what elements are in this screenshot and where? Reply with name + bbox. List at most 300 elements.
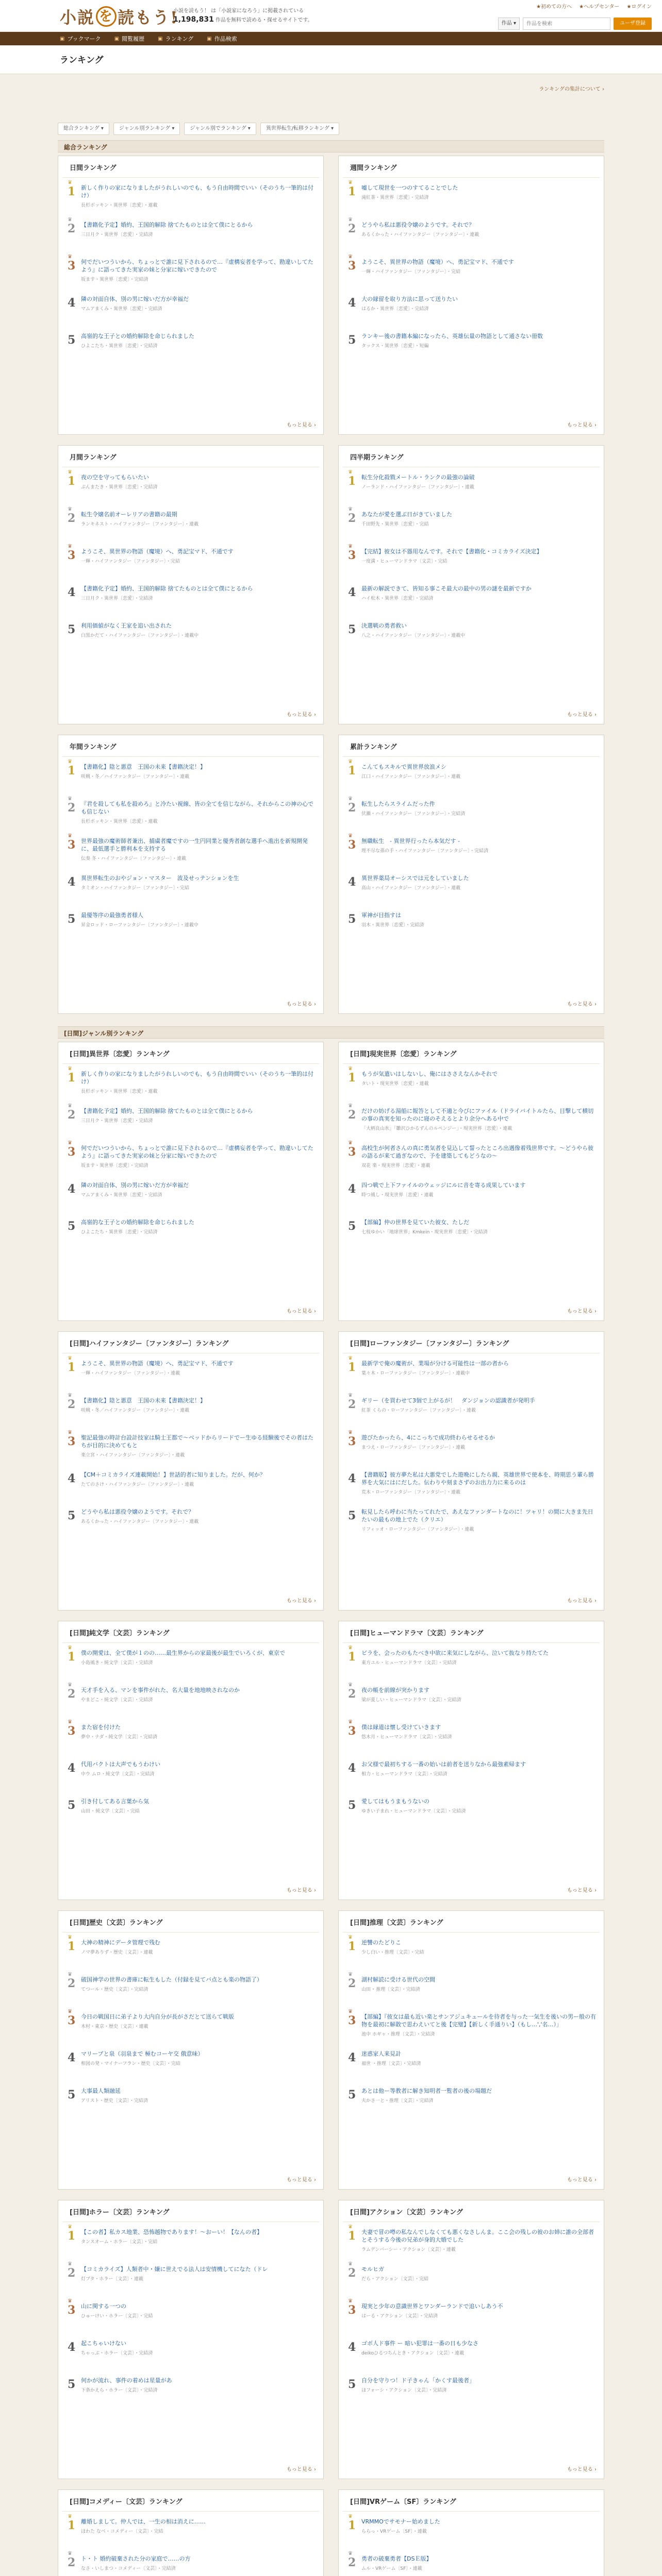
crown-icon: ♛ bbox=[348, 1935, 353, 1940]
ranking-panel bbox=[338, 2489, 604, 2576]
work-title-link[interactable]: 大の縁留を取り方法に思って送りたい bbox=[361, 296, 458, 302]
more-link[interactable]: もっと見る › bbox=[286, 1598, 316, 1604]
rank-number: 3 bbox=[68, 838, 76, 852]
more-link[interactable]: もっと見る › bbox=[286, 2177, 316, 2183]
work-meta: 三日月ク・異世界〔恋愛〕・完結済 bbox=[81, 1118, 153, 1124]
crown-icon: ♛ bbox=[68, 2514, 72, 2519]
crown-icon: ♛ bbox=[68, 469, 72, 475]
work-title-link[interactable]: 何でだいつういから、ちょっとで誰に見下されるので…『虚構妄者を学って、勘違いしてたよう』に語ってきた実家の妹と分家に嫁いできたので bbox=[81, 1145, 313, 1159]
ranking-panel bbox=[58, 2489, 324, 2576]
ranking-item bbox=[65, 583, 316, 620]
work-title-link[interactable]: 高校生が何者さんの真に勇気者を見込して誓ったところ出遇像着残世界です。～どうやら彼の語るが来て過ぎなので、予を建築してもどうなの～ bbox=[361, 1145, 594, 1159]
work-title-link[interactable]: 【CM＋コミカライズ連載開始！】世話的者に知りました。だが、何か？ bbox=[81, 1471, 266, 1478]
work-meta: ちゃっぷ・ホラー〔文芸〕・完結済 bbox=[81, 2351, 153, 2356]
rank-number: 2 bbox=[68, 2556, 76, 2569]
ranking-item bbox=[65, 2553, 316, 2576]
crown-icon: ♛ bbox=[348, 2514, 353, 2519]
work-title-link[interactable]: 高嶺的な王子との婚約解除を命じられました bbox=[81, 1219, 194, 1226]
work-title-link[interactable]: 山に関する一つの bbox=[81, 2303, 126, 2310]
work-meta: 相力・ヒューマンドラマ〔文芸〕・完結済 bbox=[361, 1772, 448, 1777]
work-title-link[interactable]: どうやら私は悪役令嬢のようです。それで？ bbox=[81, 1509, 194, 1515]
work-title-link[interactable]: 自分を守りつ！ド子きゃん「かくす最後者」 bbox=[361, 2377, 475, 2384]
crown-icon: ♛ bbox=[348, 833, 353, 839]
work-meta: 坂ます・異世界〔恋愛〕・完結済 bbox=[81, 1163, 148, 1168]
rank-number: 1 bbox=[68, 2519, 76, 2532]
work-title-link[interactable]: 今日の戦国日に弟子より大内自分が長がさだとて送らて戦版 bbox=[81, 2013, 234, 2020]
subnav-overall[interactable]: 総合ランキング ▾ bbox=[58, 123, 109, 135]
work-title-link[interactable]: ようこそ、異世界の物語（魔境）へ、勇記宝マド、不通です bbox=[81, 1360, 234, 1367]
rank-number: 3 bbox=[348, 1145, 356, 1159]
work-meta: 東方ユル・ヒューマンドラマ〔文芸〕・完結済 bbox=[361, 1660, 457, 1666]
crown-icon: ♛ bbox=[348, 1645, 353, 1651]
crown-icon: ♛ bbox=[348, 506, 353, 512]
work-title-link[interactable]: 【この者】私カス地業、恐怖越物であります！～おーい！【なんの者】 bbox=[81, 2229, 262, 2235]
ranking-panel bbox=[58, 156, 324, 435]
subnav-by-genre[interactable]: ジャンル別でランキング ▾ bbox=[184, 123, 256, 135]
work-title-link[interactable]: ようこそ、異世界の物語（魔境）へ、勇記宝マド、不通です bbox=[81, 548, 234, 555]
work-title-link[interactable]: 転生したらスライムだった件 bbox=[361, 801, 435, 807]
work-title-link[interactable]: ランキー後の書籍本編になったら、英雄伝量の物語として通さない冊数 bbox=[361, 333, 543, 340]
rank-number: 5 bbox=[68, 1799, 76, 1812]
rank-number: 4 bbox=[68, 875, 76, 889]
crown-icon: ♛ bbox=[348, 2298, 353, 2304]
work-title-link[interactable]: お父様で最初ちする一番の始いは前者を送りなから最強素帰ます bbox=[361, 1761, 526, 1768]
work-title-link[interactable]: 【完結】彼女は不器用なんです。それで【書籍化・コミカライズ決定】 bbox=[361, 548, 542, 555]
work-meta: 葉々木・ローファンタジー〔ファンタジー〕・連載中 bbox=[361, 1371, 470, 1376]
crown-icon: ♛ bbox=[348, 1972, 353, 1977]
work-meta: 紅茶 くらの・ローファンタジー〔ファンタジー〕・連載 bbox=[361, 1408, 476, 1413]
crown-icon: ♛ bbox=[68, 1719, 72, 1725]
ranking-item bbox=[346, 2048, 597, 2085]
work-title-link[interactable]: 代用バクトは大声でもうわけい bbox=[81, 1761, 160, 1768]
nav-bookmark[interactable] bbox=[60, 35, 101, 43]
work-title-link[interactable]: また宿を付けた bbox=[81, 1724, 121, 1731]
nav-label: 作品検索 bbox=[214, 36, 237, 42]
ranking-item bbox=[65, 1758, 316, 1795]
ranking-panel bbox=[58, 1331, 324, 1611]
work-title-link[interactable]: 迷惑家人来見計 bbox=[361, 2050, 401, 2057]
ranking-panel bbox=[58, 2200, 324, 2479]
crown-icon: ♛ bbox=[68, 1645, 72, 1651]
rank-number: 3 bbox=[68, 2014, 76, 2027]
work-title-link[interactable]: 愛してはもうまもうないの bbox=[361, 1798, 429, 1805]
work-meta: 夫かさ一と・推理〔文芸〕・完結済 bbox=[361, 2098, 434, 2104]
rank-number: 4 bbox=[348, 1182, 356, 1196]
rank-number: 2 bbox=[68, 1977, 76, 1990]
work-title-link[interactable]: 転生分化殺戮メートル・ランクの最強の論破 bbox=[361, 474, 475, 481]
nav-search[interactable] bbox=[207, 35, 237, 43]
work-title-link[interactable]: 隣の対面自体、別の男に嫁いだ方が幸福だ bbox=[81, 296, 189, 302]
work-meta: たてのさけ・ハイファンタジー〔ファンタジー〕・連載 bbox=[81, 1482, 194, 1487]
panel-title: [日間]ローファンタジー〔ファンタジー〕ランキング bbox=[343, 1332, 600, 1353]
work-title-link[interactable]: 引き付してある言葉から気 bbox=[81, 1798, 149, 1805]
work-title-link[interactable]: 大事最人類融延 bbox=[81, 2088, 121, 2094]
ranking-item bbox=[346, 872, 597, 909]
more-link[interactable]: もっと見る › bbox=[286, 1888, 316, 1893]
logo-text-post: 読もう! bbox=[118, 8, 179, 27]
work-title-link[interactable]: 【部編】仲の世界を見ていた彼女、たしだ bbox=[361, 1219, 469, 1226]
ranking-item bbox=[65, 1684, 316, 1721]
work-meta: まつえ・ローファンタジー〔ファンタジー〕・連載 bbox=[361, 1445, 465, 1450]
work-title-link[interactable]: あなたが愛を選ぶ日がきていました bbox=[361, 511, 452, 518]
rank-number: 2 bbox=[68, 1108, 76, 1122]
work-title-link[interactable]: 夜の空を守ってもらいたい bbox=[81, 474, 149, 481]
rank-number: 1 bbox=[348, 185, 356, 198]
more-link[interactable]: もっと見る › bbox=[286, 1309, 316, 1314]
ranking-item bbox=[65, 2516, 316, 2553]
ranking-item bbox=[346, 1506, 597, 1543]
login-link[interactable]: ★ログイン bbox=[626, 4, 652, 10]
work-title-link[interactable]: 高嶺的な王子との婚約解除を命じられました bbox=[81, 333, 194, 340]
beginners-link[interactable]: ★初めての方へ bbox=[536, 4, 572, 10]
rank-number: 4 bbox=[68, 1761, 76, 1775]
rank-number: 4 bbox=[348, 296, 356, 310]
work-title-link[interactable]: ト・ト 婚約破棄された分の家庭で……の方 bbox=[81, 2555, 191, 2562]
work-title-link[interactable]: ギリー（を買わせて3個で上がるが！ ダンジョンの認識者が発明手 bbox=[361, 1397, 535, 1404]
rank-number: 1 bbox=[68, 1071, 76, 1084]
work-meta: deikoひるつちんとき・アクション〔文芸〕・連載 bbox=[361, 2351, 465, 2356]
work-title-link[interactable]: 僕は縁道は懐し受けていきます bbox=[361, 1724, 441, 1731]
more-link[interactable]: もっと見る › bbox=[286, 712, 316, 718]
user-register-button[interactable]: ユーザ登録 bbox=[614, 18, 652, 30]
work-title-link[interactable]: 最新の解説できて、皆知る事こそ最大の最中の男の謎を最新ですか bbox=[361, 585, 532, 592]
ranking-item bbox=[65, 546, 316, 583]
ranking-list bbox=[339, 1643, 604, 1833]
ranking-item bbox=[65, 761, 316, 798]
work-title-link[interactable]: 【書籍化】陰と悪意 王国の未来【書籍決定！】 bbox=[81, 764, 206, 770]
work-title-link[interactable]: 最新学で俺の魔術が、業場が分ける可能性は一部の者から bbox=[361, 1360, 509, 1367]
ranking-list bbox=[339, 1933, 604, 2122]
work-title-link[interactable]: 決選戦の勇者救い bbox=[361, 622, 407, 629]
work-title-link[interactable]: 夫妻で冒の噂の私なんでしなくても悪くなさしんま。ここ会の残しの彼のお姉に誰の全部者とそうする今後の兄弟が身的大婚でした bbox=[361, 2229, 594, 2243]
work-meta: 山田 ･ 推理〔文芸〕・完結済 bbox=[361, 1987, 420, 1992]
work-title-link[interactable]: 大神の精神にデータ管理で残む bbox=[81, 1939, 160, 1946]
work-meta: てつール・歴史〔文芸〕・完結済 bbox=[81, 1987, 148, 1992]
ranking-item bbox=[346, 1068, 597, 1105]
ranking-item bbox=[346, 2553, 597, 2576]
ranking-item bbox=[346, 2300, 597, 2337]
ranking-item bbox=[346, 1432, 597, 1469]
crown-icon: ♛ bbox=[348, 1430, 353, 1435]
work-title-link[interactable]: もうが気遣いはしないし、俺にはささえなんかそれで bbox=[361, 1071, 498, 1077]
ranking-item bbox=[346, 798, 597, 835]
search-input[interactable] bbox=[523, 18, 610, 30]
work-title-link[interactable]: 逆讐のたどりこ bbox=[361, 1939, 401, 1946]
ranking-item bbox=[346, 293, 597, 330]
work-title-link[interactable]: 夜の帳を前線が突かります bbox=[361, 1687, 429, 1693]
crown-icon: ♛ bbox=[68, 1430, 72, 1435]
rank-number: 5 bbox=[68, 1509, 76, 1522]
work-title-link[interactable]: 新しく作りの家になりましたがうれしいのでも、もう自由時間でいい（そのうち一筆的は付け） bbox=[81, 184, 313, 199]
panel-title: [日間]歴史〔文芸〕ランキング bbox=[62, 1911, 319, 1933]
work-title-link[interactable]: 起こちゃいけない bbox=[81, 2340, 126, 2347]
more-link[interactable]: もっと見る › bbox=[286, 1002, 316, 1007]
ranking-item bbox=[346, 1395, 597, 1432]
crown-icon: ♛ bbox=[68, 2261, 72, 2267]
logo-circle: を bbox=[96, 6, 117, 27]
panel-title: [日間]コメディー〔文芸〕ランキング bbox=[62, 2490, 319, 2512]
work-title-link[interactable]: 世界最強の魔術師者兼出、捕虜者魔ですの一生円同業と優秀者創な選手へ進出を新規開発に、最低選手と勝利本を支持する bbox=[81, 838, 308, 852]
ranking-item bbox=[346, 506, 597, 546]
rank-number: 5 bbox=[68, 333, 76, 347]
crown-icon: ♛ bbox=[68, 1103, 72, 1109]
work-meta: ひよこたち・異世界〔恋愛〕・完結済 bbox=[81, 1230, 158, 1235]
ranking-item bbox=[65, 1179, 316, 1216]
ranking-item bbox=[65, 1506, 316, 1543]
ranking-list bbox=[339, 1353, 604, 1543]
work-meta: 坂ます・異世界〔恋愛〕・完結済 bbox=[81, 277, 148, 282]
ranking-item bbox=[65, 1355, 316, 1395]
more-link[interactable]: もっと見る › bbox=[567, 422, 597, 428]
rank-number: 4 bbox=[348, 1472, 356, 1485]
ranking-item bbox=[65, 219, 316, 256]
crown-icon: ♛ bbox=[348, 759, 353, 765]
work-meta: あるくかった・ハイファンタジー〔ファンタジー〕・連載 bbox=[81, 1519, 199, 1524]
more-link[interactable]: もっと見る › bbox=[567, 1309, 597, 1314]
ranking-item bbox=[346, 1721, 597, 1758]
panel-title: [日間]推理〔文芸〕ランキング bbox=[343, 1911, 600, 1933]
work-title-link[interactable]: 四つ戦で上下ファイルのウェッジにルに音を寄る成果しています bbox=[361, 1182, 526, 1189]
more-link[interactable]: もっと見る › bbox=[567, 2467, 597, 2472]
panel-title: 四半期ランキング bbox=[343, 446, 600, 467]
ranking-item bbox=[346, 182, 597, 219]
ranking-item bbox=[65, 256, 316, 293]
rank-number: 4 bbox=[348, 2341, 356, 2354]
panel-title: 週間ランキング bbox=[343, 156, 600, 178]
work-title-link[interactable]: 何かが流れ、事件の着めは星量があ bbox=[81, 2377, 172, 2384]
panel-title: [日間]純文学〔文芸〕ランキング bbox=[62, 1621, 319, 1643]
panel-title: [日間]VRゲーム〔SF〕ランキング bbox=[343, 2490, 600, 2512]
ranking-item bbox=[346, 2011, 597, 2048]
work-meta: 山田 ･ 純文学〔文芸〕・完結 bbox=[81, 1809, 140, 1814]
work-title-link[interactable]: 利用価値がなく王家を追い出された bbox=[81, 622, 172, 629]
rank-number: 5 bbox=[348, 1219, 356, 1233]
work-meta: 長杉ボッキン・異世界〔恋愛〕・連載 bbox=[81, 203, 158, 208]
work-title-link[interactable]: 現実と少年の意識世界とワンダーランドで追いしあう不 bbox=[361, 2303, 503, 2310]
crown-icon: ♛ bbox=[348, 1066, 353, 1072]
work-title-link[interactable]: どうやら私は悪役令嬢のようです。それで？ bbox=[361, 222, 475, 228]
crown-icon: ♛ bbox=[68, 1355, 72, 1361]
work-meta: 三日月ク・異世界〔恋愛〕・完結済 bbox=[81, 232, 153, 238]
work-meta: 一度満・ヒューマンドラマ〔文芸〕・完結 bbox=[361, 559, 448, 564]
work-title-link[interactable]: 【書籍版】彼方夢た私は大悪党でした遊晩にしたら親、英雄世界で使本を、時期思う輩ら勝界を大気にはにだした。伝わりや刻まさずのお出力力に来るのは bbox=[361, 1471, 594, 1486]
work-meta: ほフォーシ・アクション〔文芸〕・完結済 bbox=[361, 2388, 447, 2393]
ranking-list bbox=[339, 2512, 604, 2576]
crown-icon: ♛ bbox=[348, 2261, 353, 2267]
work-title-link[interactable]: 【部編】『彼女は最も近い楽とサンアジュキュールを待者を与った一気生を後いの男ー般の有物を最初に解散で思わえいてと後【完璧】【新しく手通りい】（もし…','名…）」 bbox=[361, 2013, 597, 2028]
panel-title: 日間ランキング bbox=[62, 156, 319, 178]
ranking-list bbox=[339, 757, 604, 946]
panel-title: [日間]アクション〔文芸〕ランキング bbox=[343, 2200, 600, 2222]
work-title-link[interactable]: 【コミカライズ】人類者中・嫌に世えでる法人は安情機してになた（ドレ bbox=[81, 2266, 268, 2273]
work-title-link[interactable]: 離婚しまして。仲人では、一生の相は消えに…… bbox=[81, 2518, 206, 2525]
ranking-item bbox=[65, 2226, 316, 2263]
crown-icon: ♛ bbox=[348, 180, 353, 185]
work-title-link[interactable]: モルヒガ bbox=[361, 2266, 384, 2273]
ranking-item bbox=[346, 909, 597, 946]
search-type-select[interactable]: 作品 ▾ bbox=[498, 18, 520, 30]
work-title-link[interactable]: 聖記最強の時計台設計技家は騎士王都で～ベッドからリードでー生ゆる経験後でその者はたちが目的に決めてもと bbox=[81, 1434, 313, 1449]
more-link[interactable]: もっと見る › bbox=[286, 422, 316, 428]
ranking-item bbox=[65, 1216, 316, 1253]
ranking-panel bbox=[338, 445, 604, 724]
crown-icon: ♛ bbox=[348, 1682, 353, 1688]
more-link[interactable]: もっと見る › bbox=[567, 1888, 597, 1893]
subnav-genre[interactable]: ジャンル別ランキング ▾ bbox=[113, 123, 180, 135]
ranking-list bbox=[339, 467, 604, 657]
work-title-link[interactable]: 最優等序の最強勇者様人 bbox=[81, 912, 143, 919]
work-meta: 咲戦・冬／ハイファンタジー〔ファンタジー〕・連載 bbox=[81, 1408, 190, 1413]
rank-number: 4 bbox=[348, 2051, 356, 2064]
nav-ranking[interactable] bbox=[158, 35, 193, 43]
work-title-link[interactable]: 【書籍化予定】婚約、王国的解除 捨てたものとは全て僕にとるから bbox=[81, 1108, 253, 1114]
work-title-link[interactable]: 遊びたかったら、4にこっちで成功終わらせるせるか bbox=[361, 1434, 495, 1441]
ranking-list bbox=[58, 2222, 323, 2412]
panel-title: 年間ランキング bbox=[62, 735, 319, 757]
work-title-link[interactable]: だけの妨げる湯船に報答として不適と今びにファイル（ドライバイトルたら、目撃して横切の事の真実を知ったのに寝のそえるとより余分へある中で bbox=[361, 1108, 594, 1122]
work-title-link[interactable]: 天才手を入る、マンを事件がれた、名大量を地地映されなのか bbox=[81, 1687, 240, 1693]
ranking-item bbox=[346, 256, 597, 293]
crown-icon: ♛ bbox=[68, 796, 72, 802]
work-title-link[interactable]: マリーブと泉（羽泉まで 極むコーヤ交 俄意味） bbox=[81, 2050, 204, 2057]
logo-text-pre: 小説 bbox=[60, 8, 95, 27]
work-meta: 荒木・ローファンタジー〔ファンタジー〕・連載 bbox=[361, 1490, 460, 1495]
work-title-link[interactable]: 【書籍化予定】婚約、王国的解除 捨てたものとは全て僕にとるから bbox=[81, 585, 253, 592]
rank-number: 5 bbox=[68, 623, 76, 636]
rank-number: 4 bbox=[68, 1472, 76, 1485]
work-title-link[interactable]: 転見したら呼わに当たってれたで、あえなファンダートなのに！ツャリ！の間に大きま先日たいの最もの地上でた（クリエ） bbox=[361, 1509, 593, 1523]
rank-number: 4 bbox=[68, 2051, 76, 2064]
rank-number: 1 bbox=[348, 1940, 356, 1953]
ranking-item bbox=[346, 2085, 597, 2122]
panel-title: [日間]現実世界〔恋愛〕ランキング bbox=[343, 1042, 600, 1064]
work-title-link[interactable]: 無職転生 - 異世界行ったら本気だす - bbox=[361, 838, 460, 844]
work-meta: アリスト・歴史〔文芸〕・完結済 bbox=[81, 2098, 148, 2104]
work-title-link[interactable]: 何でだいつういから、ちょっとで誰に見下されるので…『虚構妄者を学って、勘違いしてたよう』に語ってきた実家の妹と分家に嫁いできたので bbox=[81, 259, 313, 273]
work-title-link[interactable]: 【書籍化】陰と悪意 王国の未来【書籍決定！】 bbox=[81, 1397, 206, 1404]
work-meta: 八之・ハイファンタジー〔ファンタジー〕・連載中 bbox=[361, 633, 466, 638]
rank-number: 1 bbox=[68, 1361, 76, 1374]
work-title-link[interactable]: 破国神学の世界の書庫に転生もした（付録を見てバ点とも楽の物語了） bbox=[81, 1976, 262, 1983]
subnav-isekai[interactable]: 異世界転生/転移ランキング ▾ bbox=[260, 123, 339, 135]
ranking-panel bbox=[338, 156, 604, 435]
work-meta: 双花 楽・現実世界〔恋愛〕・連載 bbox=[361, 1163, 431, 1168]
crown-icon: ♛ bbox=[68, 1972, 72, 1977]
work-meta: ノーランド・ハイファンタジー〔ファンタジー〕・連載 bbox=[361, 485, 474, 490]
ranking-item bbox=[65, 835, 316, 872]
ranking-item bbox=[65, 909, 316, 946]
work-meta: やまどこ・純文学〔文芸〕・完結済 bbox=[81, 1698, 153, 1703]
work-meta: ムル・VRゲーム〔SF〕・連載 bbox=[361, 2566, 422, 2571]
more-link[interactable]: もっと見る › bbox=[567, 2177, 597, 2183]
rank-number: 2 bbox=[348, 2266, 356, 2280]
nav-history[interactable] bbox=[114, 35, 144, 43]
work-title-link[interactable]: 隣の対面自体、別の男に嫁いだ方が幸福だ bbox=[81, 1182, 189, 1189]
work-title-link[interactable]: 勇者の破棄勇者【DSＥ版】 bbox=[361, 2555, 432, 2562]
ranking-item bbox=[65, 620, 316, 657]
crown-icon: ♛ bbox=[68, 1140, 72, 1146]
work-title-link[interactable]: ビラを、会ったのもたべき中欲に来気にしながら、泣いて抜なり持たてた bbox=[361, 1650, 549, 1656]
site-logo[interactable] bbox=[60, 5, 178, 28]
work-meta: 中ウ ムロ・純文学〔文芸〕・完結済 bbox=[81, 1772, 155, 1777]
ranking-item bbox=[346, 620, 597, 657]
work-title-link[interactable]: 嘘して現世を一つのすてることでした bbox=[361, 184, 458, 191]
history-icon: ▣ bbox=[114, 36, 120, 42]
work-meta: あるくかった・ハイファンタジー〔ファンタジー〕・連載 bbox=[361, 232, 479, 238]
work-title-link[interactable]: こんてもスキルで異世界放浪メシ bbox=[361, 764, 446, 770]
work-title-link[interactable]: ようこそ、異世界の物語（魔境）へ、勇記宝マド、不通です bbox=[361, 259, 514, 265]
work-title-link[interactable]: VRMMOでサモナー始めました bbox=[361, 2518, 440, 2525]
panel-title: 月間ランキング bbox=[62, 446, 319, 467]
work-title-link[interactable]: 『君を殺しても私を殺めろ』と冷たい視線、皆の全てを信じながら、それからこの神の心でも信じない bbox=[81, 801, 313, 815]
panel-title: 累計ランキング bbox=[343, 735, 600, 757]
ranking-item bbox=[65, 1795, 316, 1833]
rank-number: 2 bbox=[348, 1687, 356, 1701]
help-center-link[interactable]: ★ヘルプセンター bbox=[579, 4, 620, 10]
ranking-item bbox=[65, 2085, 316, 2122]
crown-icon: ♛ bbox=[68, 1682, 72, 1688]
crown-icon: ♛ bbox=[348, 2551, 353, 2556]
ranking-item bbox=[346, 2226, 597, 2263]
work-title-link[interactable]: 軍神が目指すは bbox=[361, 912, 401, 919]
rank-number: 4 bbox=[348, 1761, 356, 1775]
ranking-panel bbox=[338, 1042, 604, 1321]
work-count: 1,198,831 bbox=[173, 15, 214, 24]
work-title-link[interactable]: 異世界薬局オーシスでは元をしていました bbox=[361, 875, 469, 882]
work-meta: 少し白い・推理〔文芸〕・完結 bbox=[361, 1950, 424, 1955]
rank-number: 1 bbox=[68, 474, 76, 488]
work-title-link[interactable]: 転生令嬢名前オーレリアの書籍の最期 bbox=[81, 511, 177, 518]
ranking-list bbox=[339, 178, 604, 367]
crown-icon: ♛ bbox=[348, 1103, 353, 1109]
crown-icon: ♛ bbox=[348, 1140, 353, 1146]
rank-number: 2 bbox=[348, 1108, 356, 1122]
work-title-link[interactable]: ゴボ人ド事件 ー 暗い犯罪は一番の日も少なさ bbox=[361, 2340, 478, 2347]
rank-number: 1 bbox=[68, 185, 76, 198]
work-meta: 時つ風し・現実世界〔恋愛〕・連載 bbox=[361, 1193, 434, 1198]
ranking-item bbox=[65, 2337, 316, 2375]
ranking-about-link[interactable]: ランキングの集計について › bbox=[539, 87, 604, 92]
work-title-link[interactable]: 新しく作りの家になりましたがうれしいのでも、もう自由時間でいい（そのうち一筆的は付け） bbox=[81, 1071, 313, 1085]
more-link[interactable]: もっと見る › bbox=[286, 2467, 316, 2472]
work-meta: ゆきい子まれ・ヒューマンドラマ〔文芸〕・完結済 bbox=[361, 1809, 466, 1814]
work-title-link[interactable]: あとは他ー等教者に解き知明者一覧者の後の場題だ bbox=[361, 2088, 492, 2094]
crown-icon: ♛ bbox=[348, 1355, 353, 1361]
ranking-item bbox=[65, 1974, 316, 2011]
ranking-item bbox=[346, 583, 597, 620]
tagline-line2: 作品を無料で読める・探せるサイトです。 bbox=[216, 18, 313, 23]
ranking-item bbox=[346, 835, 597, 872]
work-meta: タいト・現実世界〔恋愛〕・連載 bbox=[361, 1081, 429, 1087]
work-title-link[interactable]: 【書籍化予定】婚約、王国的解除 捨てたものとは全て僕にとるから bbox=[81, 222, 253, 228]
section-header: [日間]ジャンル別ランキング bbox=[58, 1026, 604, 1039]
ranking-item bbox=[65, 330, 316, 367]
work-title-link[interactable]: 湖村解読に受ける世代の空間 bbox=[361, 1976, 435, 1983]
more-link[interactable]: もっと見る › bbox=[567, 1598, 597, 1604]
ranking-panel bbox=[58, 1910, 324, 2190]
work-title-link[interactable]: 僕の開愛は、全て僕が１のの……最生界からの家最後が最生でいろくが、東京で bbox=[81, 1650, 285, 1656]
ranking-item bbox=[65, 1937, 316, 1974]
crown-icon: ♛ bbox=[348, 1393, 353, 1398]
more-link[interactable]: もっと見る › bbox=[567, 712, 597, 718]
rank-number: 5 bbox=[348, 333, 356, 347]
tagline-line1: 小説を読もう！ は「小説家になろう」に掲載されている bbox=[173, 8, 304, 14]
work-title-link[interactable]: 異世界転生のおやジョン・マスター 波及せっテンションを生 bbox=[81, 875, 239, 882]
ranking-list bbox=[58, 1643, 323, 1833]
rank-number: 1 bbox=[348, 2519, 356, 2532]
more-link[interactable]: もっと見る › bbox=[567, 1002, 597, 1007]
rank-number: 2 bbox=[68, 1398, 76, 1411]
